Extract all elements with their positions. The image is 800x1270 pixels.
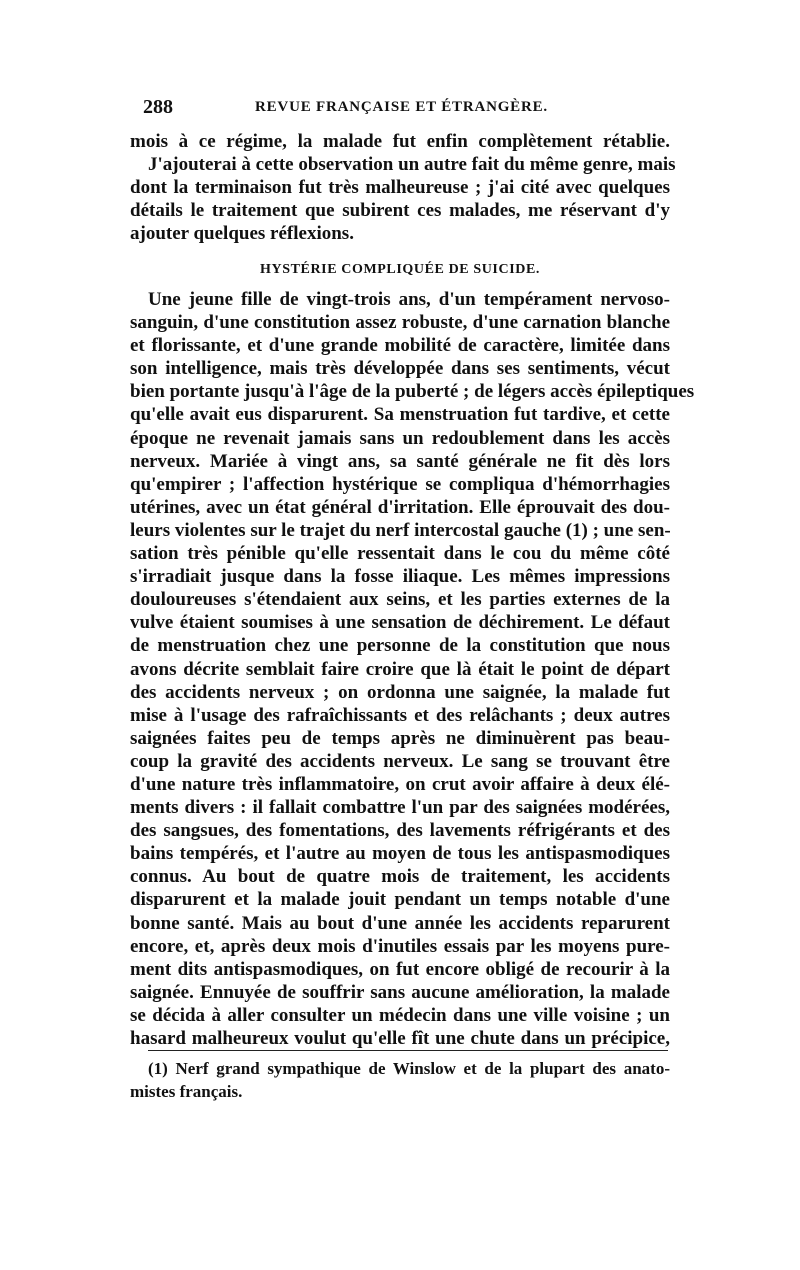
text-line: bains tempérés, et l'autre au moyen de tous les antispasmodiques: [130, 843, 670, 865]
footnote-line: mistes français.: [130, 1082, 243, 1102]
paragraph-case: [130, 288, 695, 1050]
running-head: REVUE FRANÇAISE ET ÉTRANGÈRE.: [255, 99, 548, 115]
text-line: sation très pénible qu'elle ressentait dans le cou du même côté: [130, 543, 670, 565]
text-line: s'irradiait jusque dans la fosse iliaque. Les mêmes impressions: [130, 566, 670, 588]
text-line: sanguin, d'une constitution assez robuste, d'une carnation blanche: [130, 312, 670, 334]
text-line: Une jeune fille de vingt-trois ans, d'un tempérament nervoso-: [148, 289, 670, 310]
text-line: leurs violentes sur le trajet du nerf intercostal gauche (1) ; une sen-: [130, 519, 671, 541]
text-line: qu'empirer ; l'affection hystérique se compliqua d'hémorrhagies: [130, 473, 670, 495]
text-line: des accidents nerveux ; on ordonna une saignée, la malade fut: [130, 681, 670, 703]
text-line: mois à ce régime, la malade fut enfin complètement rétablie.: [130, 131, 670, 152]
text-line: dont la terminaison fut très malheureuse ; j'ai cité avec quelques: [130, 177, 670, 199]
text-line: époque ne revenait jamais sans un redoublement dans les accès: [130, 427, 670, 449]
footnote-rule: [148, 1050, 668, 1051]
text-line: hasard malheureux voulut qu'elle fît une chute dans un précipice,: [130, 1028, 670, 1049]
text-line: bonne santé. Mais au bout d'une année les accidents reparurent: [130, 912, 670, 934]
text-line: mise à l'usage des rafraîchissants et des relâchants ; deux autres: [130, 704, 670, 726]
text-line: connus. Au bout de quatre mois de traitement, les accidents: [130, 866, 670, 888]
text-line: son intelligence, mais très développée dans ses sentiments, vécut: [130, 358, 670, 380]
text-line: saignée. Ennuyée de souffrir sans aucune amélioration, la malade: [130, 981, 670, 1003]
text-line: et florissante, et d'une grande mobilité de caractère, limitée dans: [130, 335, 670, 357]
text-line: nerveux. Mariée à vingt ans, sa santé générale ne fit dès lors: [130, 450, 670, 472]
page-header: [143, 96, 668, 124]
text-line: saignées faites peu de temps après ne diminuèrent pas beau-: [130, 727, 670, 749]
text-line: détails le traitement que subirent ces malades, me réservant d'y: [130, 200, 670, 222]
page-number: 288: [143, 96, 173, 118]
text-line: ments divers : il fallait combattre l'un par des saignées modérées,: [130, 797, 670, 819]
text-line: qu'elle avait eus disparurent. Sa menstruation fut tardive, et cette: [130, 404, 670, 426]
footnote: [130, 1058, 670, 1104]
footnote-line: (1) Nerf grand sympathique de Winslow et de la plupart des anato-: [148, 1059, 670, 1078]
text-line: coup la gravité des accidents nerveux. Le sang se trouvant être: [130, 750, 670, 772]
text-line: disparurent et la malade jouit pendant un temps notable d'une: [130, 889, 670, 911]
text-line: bien portante jusqu'à l'âge de la puberté ; de légers accès épileptiques: [130, 381, 695, 403]
text-line: de menstruation chez une personne de la constitution que nous: [130, 635, 670, 657]
text-line: vulve étaient soumises à une sensation de déchirement. Le défaut: [130, 612, 670, 634]
text-line: d'une nature très inflammatoire, on crut avoir affaire à deux élé-: [130, 773, 670, 795]
text-line: se décida à aller consulter un médecin dans une ville voisine ; un: [130, 1004, 670, 1026]
text-line: des sangsues, des fomentations, des lavements réfrigérants et des: [130, 820, 670, 842]
text-line: ment dits antispasmodiques, on fut encore obligé de recourir à la: [130, 958, 670, 980]
text-line: avons décrite semblait faire croire que là était le point de départ: [130, 658, 670, 680]
paragraph-intro: [130, 130, 676, 245]
text-line: utérines, avec un état général d'irritation. Elle éprouvait des dou-: [130, 496, 670, 518]
text-line: J'ajouterai à cette observation un autre fait du même genre, mais: [148, 154, 676, 176]
section-title: HYSTÉRIE COMPLIQUÉE DE SUICIDE.: [260, 262, 540, 277]
text-line: ajouter quelques réflexions.: [130, 223, 354, 245]
text-line: douloureuses s'étendaient aux seins, et les parties externes de la: [130, 589, 670, 611]
text-line: encore, et, après deux mois d'inutiles essais par les moyens pure-: [130, 935, 670, 957]
